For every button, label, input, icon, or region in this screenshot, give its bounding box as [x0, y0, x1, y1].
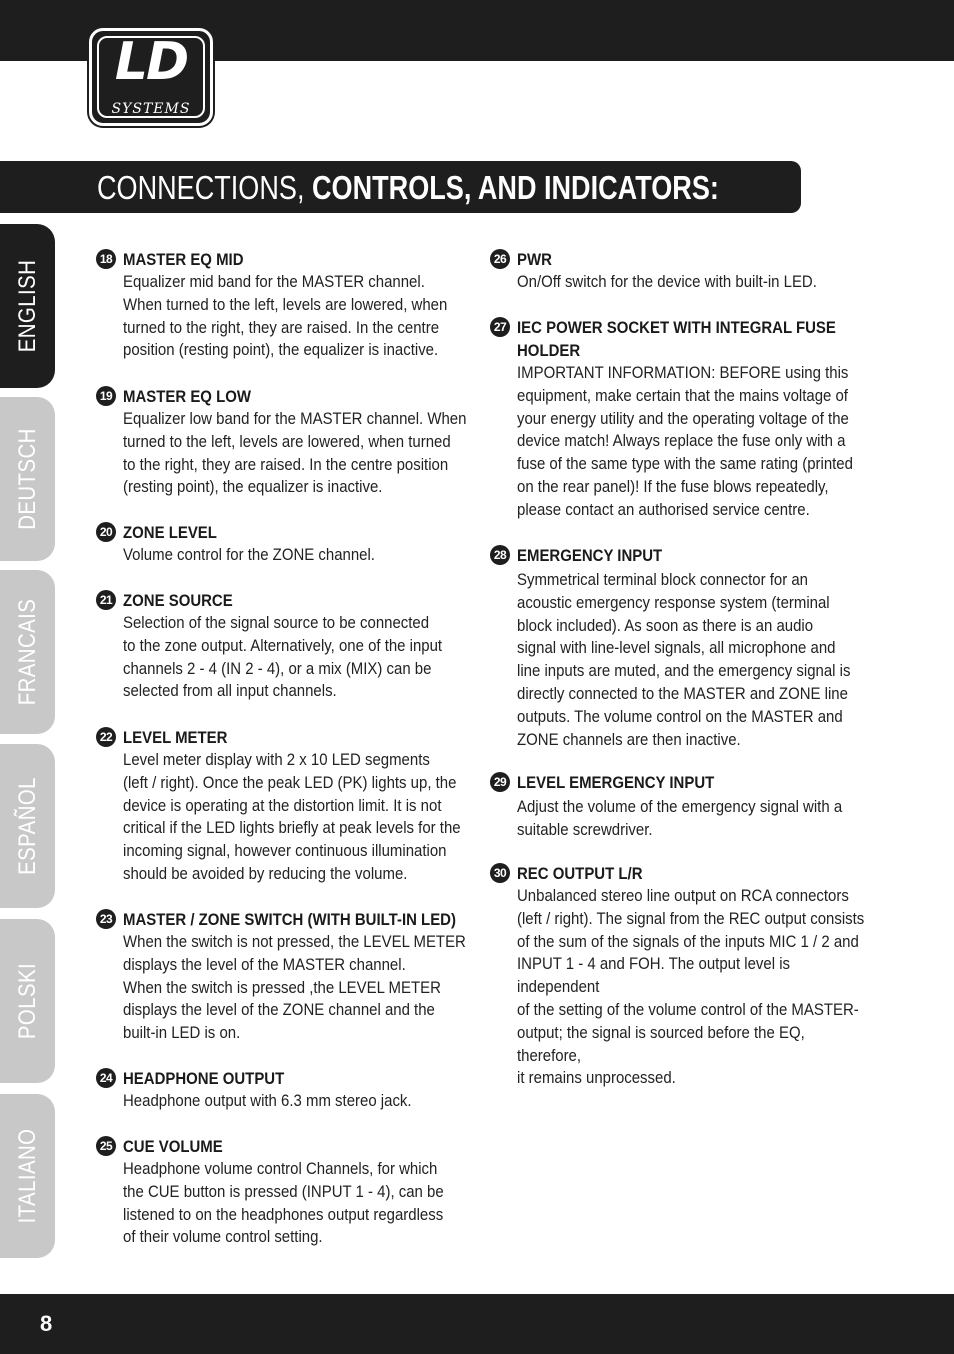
item-number-badge: 21 [96, 590, 116, 610]
logo-ld-text: LD [114, 32, 188, 92]
tab-label: ENGLISH [13, 259, 41, 353]
item-description: Equalizer mid band for the MASTER channel. When turned to the left, levels are lowered, when turned to the right, they are raised. In the centre position (resting point), the equalizer is inactive. [123, 272, 448, 360]
bottom-bar [0, 1294, 954, 1354]
item-number-badge: 19 [96, 386, 116, 406]
item-description: Symmetrical terminal block connector for an acoustic emergency response system (terminal block included). As soon as there is an audio signal with line-level signals, all microphone and line inputs are muted, and the emergency signal is directly connected to the MASTER and ZONE line outputs. The volume control on the MASTER and ZONE channels are then inactive. [517, 570, 851, 749]
item-heading: LEVEL METER [123, 728, 228, 747]
tab-label: ESPAÑOL [13, 777, 41, 875]
item-number-badge: 27 [490, 317, 510, 337]
item-description: Headphone volume control Channels, for which the CUE button is pressed (INPUT 1 - 4), can be listened to on the headphones output regardless of their volume control setting. [123, 1159, 444, 1247]
title-light: CONNECTIONS, [97, 169, 312, 206]
item-description: Headphone output with 6.3 mm stereo jack. [123, 1091, 412, 1110]
page-title [97, 161, 719, 213]
tab-label: DEUTSCH [13, 428, 41, 530]
item-number-badge: 24 [96, 1068, 116, 1088]
item-number-badge: 18 [96, 249, 116, 269]
item-description: On/Off switch for the device with built-in LED. [517, 272, 817, 291]
item-number-badge: 29 [490, 772, 510, 792]
item-heading: IEC POWER SOCKET WITH INTEGRAL FUSE HOLDER [517, 318, 836, 360]
title-bold: CONTROLS, AND INDICATORS: [311, 169, 719, 206]
item-number-badge: 28 [490, 545, 510, 565]
item-heading: ZONE LEVEL [123, 523, 217, 542]
item-number-badge: 20 [96, 522, 116, 542]
item-description: IMPORTANT INFORMATION: BEFORE using this equipment, make certain that the mains voltage of your energy utility and the operating voltage of the device match! Always replace the fuse only with a fuse of the same type with the same rating (printed on the rear panel)! If the fuse blows repeatedly, please contact an authorised service centre. [517, 363, 853, 519]
item-heading: REC OUTPUT L/R [517, 864, 643, 883]
tab-espanol[interactable] [0, 744, 55, 908]
item-description: Level meter display with 2 x 10 LED segments (left / right). Once the peak LED (PK) lights up, the device is operating at the distortion limit. It is not critical if the LED lights briefly at peak levels for the incoming signal, however continuous illumination should be avoided by reducing the volume. [123, 750, 461, 883]
item-heading: PWR [517, 250, 552, 269]
item-heading: MASTER EQ LOW [123, 387, 251, 406]
item-number-badge: 23 [96, 909, 116, 929]
tab-label: ITALIANO [13, 1128, 41, 1224]
item-description: Volume control for the ZONE channel. [123, 545, 375, 564]
tab-francais[interactable] [0, 570, 55, 734]
item-heading: LEVEL EMERGENCY INPUT [517, 773, 715, 792]
tab-deutsch[interactable] [0, 397, 55, 561]
item-heading: CUE VOLUME [123, 1137, 223, 1156]
item-description: Selection of the signal source to be connected to the zone output. Alternatively, one of the input channels 2 - 4 (IN 2 - 4), or a mix (MIX) can be selected from all input channels. [123, 613, 443, 701]
tab-label: FRANCAIS [13, 598, 41, 706]
ld-systems-logo [89, 28, 213, 126]
section-title-bar [0, 161, 801, 213]
item-description: Equalizer low band for the MASTER channel. When turned to the left, levels are lowered, when turned to the right, they are raised. In the centre position (resting point), the equalizer is inactive. [123, 409, 467, 497]
item-number-badge: 22 [96, 727, 116, 747]
tab-english[interactable] [0, 224, 55, 388]
tab-polski[interactable] [0, 919, 55, 1083]
item-description: Unbalanced stereo line output on RCA connectors (left / right). The signal from the REC output consists of the sum of the signals of the inputs MIC 1 / 2 and INPUT 1 - 4 and FOH. The output level is independent of the setting of the volume control of the MASTER- output; the signal is sourced before the EQ, therefore, it remains unprocessed. [517, 886, 865, 1088]
item-heading: MASTER / ZONE SWITCH (WITH BUILT-IN LED) [123, 910, 456, 929]
item-heading: HEADPHONE OUTPUT [123, 1069, 285, 1088]
item-number-badge: 26 [490, 249, 510, 269]
item-heading: EMERGENCY INPUT [517, 546, 663, 565]
item-description: Adjust the volume of the emergency signal with a suitable screwdriver. [517, 797, 843, 839]
logo-systems-text: SYSTEMS [111, 101, 191, 117]
item-number-badge: 30 [490, 863, 510, 883]
tab-label: POLSKI [13, 962, 41, 1040]
item-description: When the switch is not pressed, the LEVEL METER displays the level of the MASTER channel. When the switch is pressed ,the LEVEL METER displays the level of the ZONE channel and the built-in LED is on. [123, 932, 466, 1043]
item-heading: MASTER EQ MID [123, 250, 244, 269]
item-number-badge: 25 [96, 1136, 116, 1156]
item-heading: ZONE SOURCE [123, 591, 233, 610]
page-number: 8 [40, 1311, 53, 1336]
tab-italiano[interactable] [0, 1094, 55, 1258]
